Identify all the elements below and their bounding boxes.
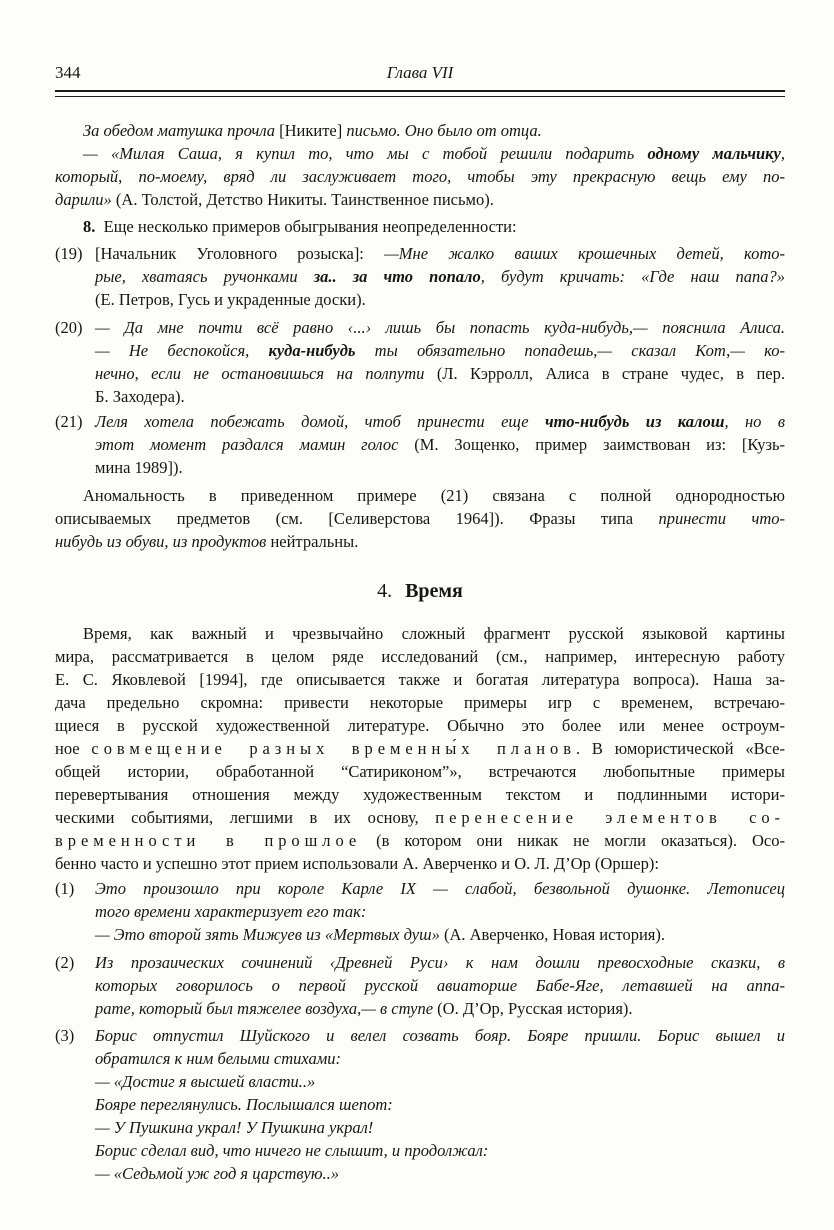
text-run: которых говорилось о первой русской авиаторше Бабе-Яге, летавшей на аппа- [95, 976, 785, 995]
text-line [55, 737, 785, 760]
text-run: что-нибудь из калош [545, 412, 725, 431]
text-run: Аномальность в приведенном примере (21) связана с полной однородностью [83, 486, 785, 505]
text-run: [Никите] [279, 121, 347, 140]
text-line [55, 530, 785, 553]
text-run: совмещение разных временны́х планов [91, 739, 576, 758]
text-run: щиеся в русской художественной литературе. Обычно это более или менее остроум- [55, 716, 785, 735]
text-run: (в котором они никак не могли оказаться). Осо- [361, 831, 785, 850]
text-run: ческими событиями, легшими в их основу, [55, 808, 436, 827]
example-number: (19) [55, 244, 83, 263]
example-number: (20) [55, 318, 83, 337]
text-line [95, 456, 785, 479]
text-run: — Это второй зять Мижуев из «Мертвых душ» [95, 925, 444, 944]
text-run: который, по-моему, вряд ли заслуживает того, чтобы эту прекрасную вещь ему по- [55, 167, 785, 186]
text-run: дача предельно скромна: привести некоторые примеры игр с временем, встречаю- [55, 693, 785, 712]
text-run: общей истории, обработанной “Сатириконом”», встречаются любопытные примеры [55, 762, 785, 781]
text-line [55, 507, 785, 530]
text-run: Из прозаических сочинений ‹Древней Руси› к нам дошли превосходные сказки, в [95, 953, 785, 972]
example-body [95, 1024, 785, 1185]
text-line [95, 951, 785, 974]
text-run: нечно, если не остановишься на полпути [95, 364, 437, 383]
text-run: Еще несколько примеров обыгрывания неопределенности: [95, 217, 517, 236]
text-run: Б. Заходера). [95, 387, 185, 406]
text-line [55, 829, 785, 852]
text-run: Борис отпустил Шуйского и велел созвать бояр. Бояре пришли. Борис вышел и [95, 1026, 785, 1045]
text-run: того времени характеризует его так: [95, 902, 367, 921]
text-run: — Да мне почти всё равно ‹...› лишь бы попасть куда-нибудь,— пояснила Алиса. [95, 318, 785, 337]
page-number: 344 [55, 63, 81, 82]
text-run: письмо. Оно было от отца. [346, 121, 542, 140]
text-run: ное [55, 739, 92, 758]
text-run: мина 1989]). [95, 458, 183, 477]
text-line [95, 1047, 785, 1070]
text-line [55, 668, 785, 691]
section-number: 4. [377, 580, 393, 602]
text-run: (А. Аверченко, Новая история). [443, 925, 665, 944]
text-run: — «Седьмой уж год я царствую..» [95, 1164, 340, 1183]
text-run: — «Достиг я высшей власти..» [95, 1072, 316, 1091]
text-line [95, 1024, 785, 1047]
text-run: дарили» [55, 190, 112, 209]
text-run: принести что- [658, 509, 785, 528]
text-run: нейтральны. [270, 532, 359, 551]
section-title: Время [405, 580, 463, 602]
text-line [55, 645, 785, 668]
text-line [55, 783, 785, 806]
example-number: (21) [55, 412, 83, 431]
text-run: Время, как важный и чрезвычайно сложный фрагмент русской языковой картины [83, 624, 785, 643]
text-line [95, 288, 785, 311]
example-body [95, 242, 785, 311]
text-line [55, 142, 785, 165]
text-run: рате, который был тяжелее воздуха,— в ступе [95, 999, 438, 1018]
text-line [55, 691, 785, 714]
text-line [55, 714, 785, 737]
page-body [55, 119, 785, 1185]
text-line [95, 433, 785, 456]
example-2 [55, 951, 785, 1020]
para-more-examples [55, 215, 785, 238]
text-line [95, 316, 785, 339]
text-run: , [780, 144, 785, 163]
text-run: — У Пушкина украл! У Пушкина украл! [95, 1118, 374, 1137]
text-run: перенесение элементов со- [435, 808, 785, 827]
example-3 [55, 1024, 785, 1185]
text-run: ты обязательно попадешь,— сказал Кот,— ко- [355, 341, 785, 360]
text-run: За обедом матушка прочла [83, 121, 280, 140]
text-run: — «Милая Саша, я купил то, что мы с тобой решили подарить [83, 144, 648, 163]
text-run: перевертывания отношения между художественным текстом и подлинными истори- [55, 785, 785, 804]
text-run: за.. за что попало [313, 267, 481, 286]
text-line [95, 900, 785, 923]
text-line [95, 362, 785, 385]
text-line [95, 1093, 785, 1116]
text-line [55, 165, 785, 188]
text-line [95, 410, 785, 433]
para-time-intro [55, 622, 785, 875]
text-run: (О. Д’Ор, Русская история). [437, 999, 633, 1018]
example-21 [55, 410, 785, 479]
text-run: Леля хотела побежать домой, чтоб принести еще [95, 412, 545, 431]
example-20 [55, 316, 785, 408]
text-run: бенно часто и успешно этот прием использовали А. Аверченко и О. Л. Д’Ор (Оршер): [55, 854, 659, 873]
text-run: Е. С. Яковлевой [1994], где описывается также и богатая литература вопроса). Наша за- [55, 670, 785, 689]
text-line [55, 215, 785, 238]
text-run: (М. Зощенко, пример заимствован из: [Кузь- [414, 435, 785, 454]
text-run: обратился к ним белыми стихами: [95, 1049, 342, 1068]
text-line [95, 1116, 785, 1139]
section-heading-time [55, 579, 785, 603]
text-run: описываемых предметов (см. [Селиверстова 1964]). Фразы типа [55, 509, 659, 528]
page-header [55, 64, 785, 82]
example-19 [55, 242, 785, 311]
text-run: временности в прошлое [55, 831, 362, 850]
text-line [95, 997, 785, 1020]
text-line [55, 188, 785, 211]
example-body [95, 951, 785, 1020]
text-run: этот момент раздался мамин голос [95, 435, 415, 454]
text-run: нибудь из обуви, из продуктов [55, 532, 271, 551]
text-run: (Е. Петров, Гусь и украденные доски). [95, 290, 366, 309]
text-run: (Л. Кэрролл, Алиса в стране чудес, в пер. [436, 364, 786, 383]
text-run: , будут кричать: «Где наш папа?» [480, 267, 785, 286]
text-run: Это произошло при короле Карле IX — слабой, безвольной душонке. Летописец [95, 879, 785, 898]
example-body [95, 410, 785, 479]
example-number: (3) [55, 1026, 75, 1045]
text-run: Борис сделал вид, что ничего не слышит, и продолжал: [95, 1141, 489, 1160]
header-rule [55, 90, 785, 97]
para-anomaly [55, 484, 785, 553]
text-run: (А. Толстой, Детство Никиты. Таинственное письмо). [111, 190, 494, 209]
text-line [95, 1070, 785, 1093]
text-line [55, 484, 785, 507]
text-run: . В юмористической «Все- [575, 739, 785, 758]
text-line [95, 1162, 785, 1185]
text-line [95, 242, 785, 265]
text-line [55, 806, 785, 829]
text-line [95, 265, 785, 288]
text-run: рые, хватаясь ручонками [95, 267, 314, 286]
text-line [95, 877, 785, 900]
text-run: мира, рассматривается в целом ряде исследований (см., например, интересную работу [55, 647, 785, 666]
text-line [95, 1139, 785, 1162]
text-line [95, 923, 785, 946]
text-run: , но в [724, 412, 785, 431]
quote-tolstoy [55, 119, 785, 211]
text-run: — Не беспокойся, [95, 341, 269, 360]
text-line [55, 760, 785, 783]
text-run: 8. [83, 217, 96, 236]
text-run: [Начальник Уголовного розыска]: [95, 244, 385, 263]
text-line [55, 852, 785, 875]
chapter-title: Глава VII [386, 63, 454, 82]
text-run: одному мальчику [647, 144, 781, 163]
example-number: (1) [55, 879, 75, 898]
example-body [95, 316, 785, 408]
text-line [95, 974, 785, 997]
text-line [55, 119, 785, 142]
example-1 [55, 877, 785, 946]
text-run: Бояре переглянулись. Послышался шепот: [95, 1095, 393, 1114]
text-line [95, 339, 785, 362]
text-line [55, 622, 785, 645]
example-body [95, 877, 785, 946]
text-line [95, 385, 785, 408]
text-run: —Мне жалко ваших крошечных детей, кото- [384, 244, 785, 263]
example-number: (2) [55, 953, 75, 972]
text-run: куда-нибудь [268, 341, 356, 360]
